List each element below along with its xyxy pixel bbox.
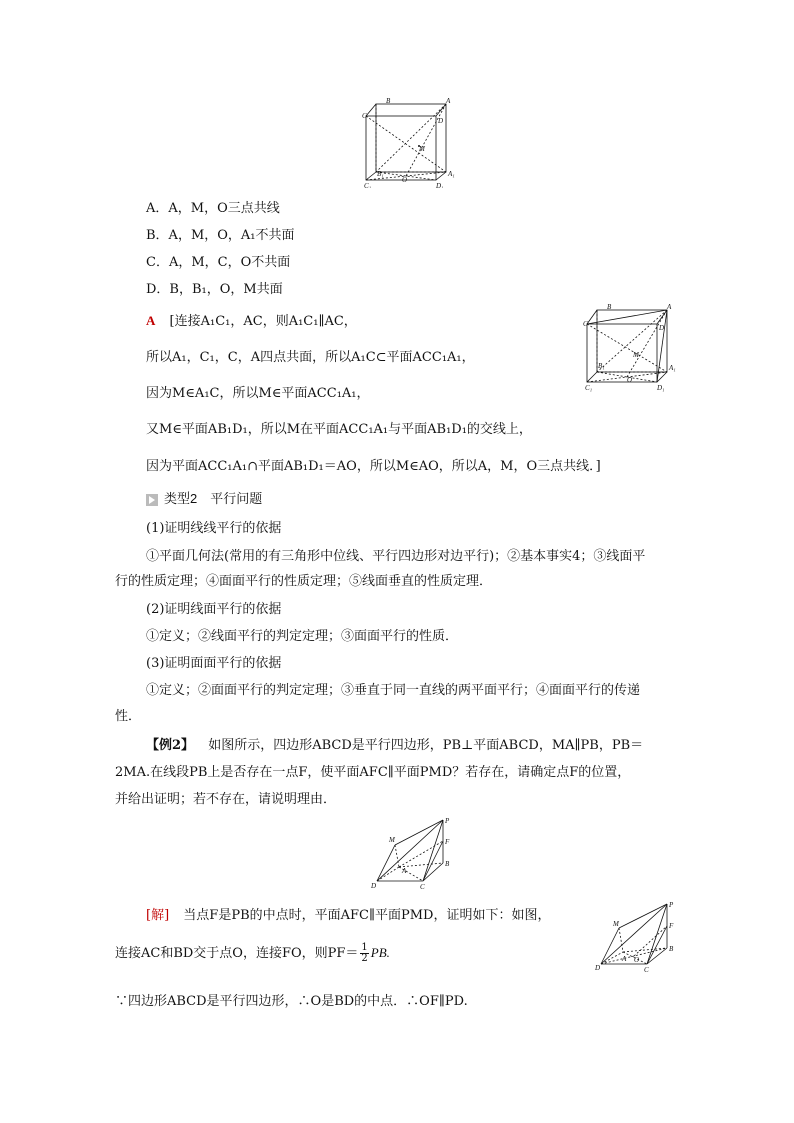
solution2-line1	[146, 904, 550, 923]
svg-text:B₁: B₁	[598, 362, 605, 370]
solution1-line3: 因为M∈A₁C，所以M∈平面ACC₁A₁，	[146, 386, 370, 401]
option-a: A．A，M，O三点共线	[146, 201, 280, 216]
solution2-text2b: PB.	[370, 945, 390, 960]
svg-text:A: A	[402, 867, 407, 875]
example-line2: 2MA.在线段PB上是否存在一点F，使平面AFC∥平面PMD？若存在，请确定点F的位置，	[115, 765, 631, 780]
svg-text:O: O	[634, 956, 640, 964]
para-1b: 行的性质定理；④面面平行的性质定理；⑤线面垂直的性质定理．	[115, 574, 493, 589]
para-3b: 性．	[115, 709, 142, 724]
svg-text:D₁: D₁	[657, 384, 665, 392]
svg-text:C: C	[420, 883, 425, 891]
svg-text:D: D	[659, 324, 665, 332]
svg-text:B: B	[386, 97, 391, 105]
solution1-line1	[146, 310, 357, 329]
svg-text:O: O	[402, 176, 408, 184]
example-text1: 如图所示，四边形ABCD是平行四边形，PB⊥平面ABCD，MA∥PB，PB＝	[208, 738, 644, 753]
option-b: B．A，M，O，A₁不共面	[146, 228, 295, 243]
svg-text:C₁: C₁	[364, 182, 372, 188]
pyramid-figure-2	[593, 898, 689, 980]
svg-text:D: D	[371, 882, 377, 890]
section-play-icon	[146, 494, 158, 506]
pyramid-figure-1	[365, 815, 465, 897]
svg-text:A: A	[667, 303, 672, 311]
solution2-line2	[115, 942, 390, 964]
svg-text:A: A	[446, 97, 451, 105]
fraction-one-half	[360, 943, 368, 964]
example-line1	[146, 734, 643, 753]
fraction-numerator: 1	[361, 942, 368, 953]
para-1a: ①平面几何法(常用的有三角形中位线、平行四边形对边平行)；②基本事实4；③线面平	[146, 549, 646, 564]
svg-text:D: D	[438, 117, 444, 125]
solution2-text2a: 连接AC和BD交于点O，连接FO，则PF＝	[115, 946, 359, 961]
cube-figure-2	[583, 302, 683, 398]
solution2-text1: 当点F是PB的中点时，平面AFC∥平面PMD，证明如下：如图，	[183, 908, 551, 923]
solution1-line2: 所以A₁，C₁，C，A四点共面，所以A₁C⊂平面ACC₁A₁，	[146, 350, 475, 365]
svg-text:F: F	[669, 922, 674, 930]
example-tag: 【例2】	[146, 738, 195, 753]
svg-text:P: P	[669, 901, 674, 909]
svg-text:B: B	[607, 303, 612, 311]
svg-text:A: A	[622, 955, 627, 963]
option-c: C．A，M，C，O不共面	[146, 255, 291, 270]
svg-text:F: F	[445, 838, 450, 846]
solution2-tag: [解]	[146, 908, 170, 923]
heading-1: (1)证明线线平行的依据	[146, 521, 282, 536]
section-title: 类型2 平行问题	[164, 491, 263, 506]
svg-text:M: M	[419, 145, 425, 153]
svg-text:D: D	[595, 964, 601, 972]
svg-text:C: C	[362, 112, 367, 120]
heading-3: (3)证明面面平行的依据	[146, 656, 282, 671]
para-3a: ①定义；②面面平行的判定定理；③垂直于同一直线的两平面平行；④面面平行的传递	[146, 683, 641, 698]
svg-text:O: O	[627, 376, 633, 384]
example-line3: 并给出证明；若不存在，请说明理由．	[115, 792, 337, 807]
svg-text:B: B	[445, 860, 450, 868]
section-heading	[146, 488, 262, 507]
para-2: ①定义；②线面平行的判定定理；③面面平行的性质．	[146, 629, 459, 644]
answer-label: A	[146, 313, 156, 328]
cube-figure-1	[362, 96, 462, 192]
option-d: D．B，B₁，O，M共面	[146, 282, 283, 297]
solution2-line3: ∵四边形ABCD是平行四边形，∴O是BD的中点．∴OF∥PD.	[115, 994, 468, 1009]
svg-text:M: M	[389, 836, 395, 844]
fraction-denominator: 2	[361, 953, 368, 964]
svg-text:M: M	[613, 920, 619, 928]
solution1-line4: 又M∈平面AB₁D₁，所以M在平面ACC₁A₁与平面AB₁D₁的交线上，	[146, 422, 532, 437]
solution1-text1: [连接A₁C₁，AC，则A₁C₁∥AC，	[169, 314, 357, 329]
svg-text:M: M	[633, 351, 639, 359]
svg-text:A₁: A₁	[448, 170, 455, 178]
svg-text:A₁: A₁	[669, 364, 676, 372]
heading-2: (2)证明线面平行的依据	[146, 602, 282, 617]
svg-text:C: C	[583, 320, 588, 328]
svg-text:C₁: C₁	[585, 384, 593, 392]
solution1-line5: 因为平面ACC₁A₁∩平面AB₁D₁＝AO，所以M∈AO，所以A，M，O三点共线．]	[146, 459, 601, 474]
svg-text:P: P	[445, 817, 450, 825]
svg-text:B₁: B₁	[377, 170, 384, 178]
svg-text:C: C	[644, 966, 649, 974]
svg-text:D₁: D₁	[436, 182, 444, 188]
svg-text:B: B	[669, 945, 674, 953]
